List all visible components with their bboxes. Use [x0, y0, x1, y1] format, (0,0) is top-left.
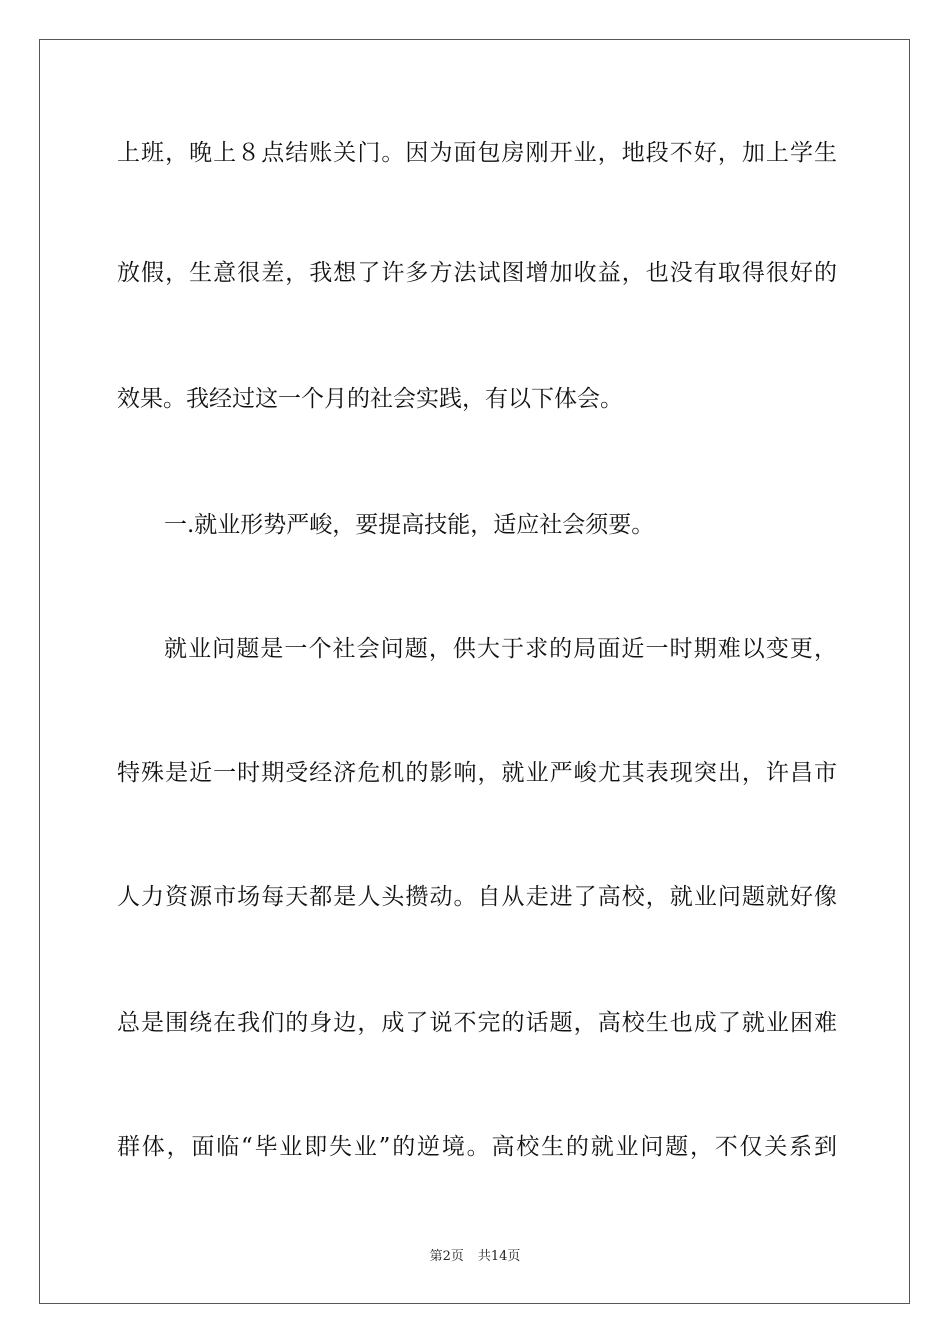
- page-number: 第2页: [429, 1249, 464, 1264]
- body-text-line: 特殊是近一时期受经济危机的影响，就业严峻尤其表现突出，许昌市: [117, 760, 837, 786]
- body-text-line: 群体，面临“毕业即失业”的逆境。高校生的就业问题，不仅关系到: [117, 1134, 837, 1160]
- body-text-line: 人力资源市场每天都是人头攒动。自从走进了高校，就业问题就好像: [117, 884, 837, 910]
- body-text-line: 上班，晚上８点结账关门。因为面包房刚开业，地段不好，加上学生: [117, 140, 837, 166]
- body-text-line: 效果。我经过这一个月的社会实践，有以下体会。: [117, 386, 623, 412]
- section-heading: 一.就业形势严峻，要提高技能，适应社会须要。: [164, 512, 655, 538]
- page-total: 共14页: [477, 1249, 521, 1264]
- body-text-line: 放假，生意很差，我想了许多方法试图增加收益，也没有取得很好的: [117, 260, 837, 286]
- paragraph-first-line: 就业问题是一个社会问题，供大于求的局面近一时期难以变更，: [164, 636, 837, 662]
- page-footer: [0, 1248, 950, 1266]
- body-text-line: 总是围绕在我们的身边，成了说不完的话题，高校生也成了就业困难: [117, 1010, 837, 1036]
- page-border: [39, 39, 910, 1304]
